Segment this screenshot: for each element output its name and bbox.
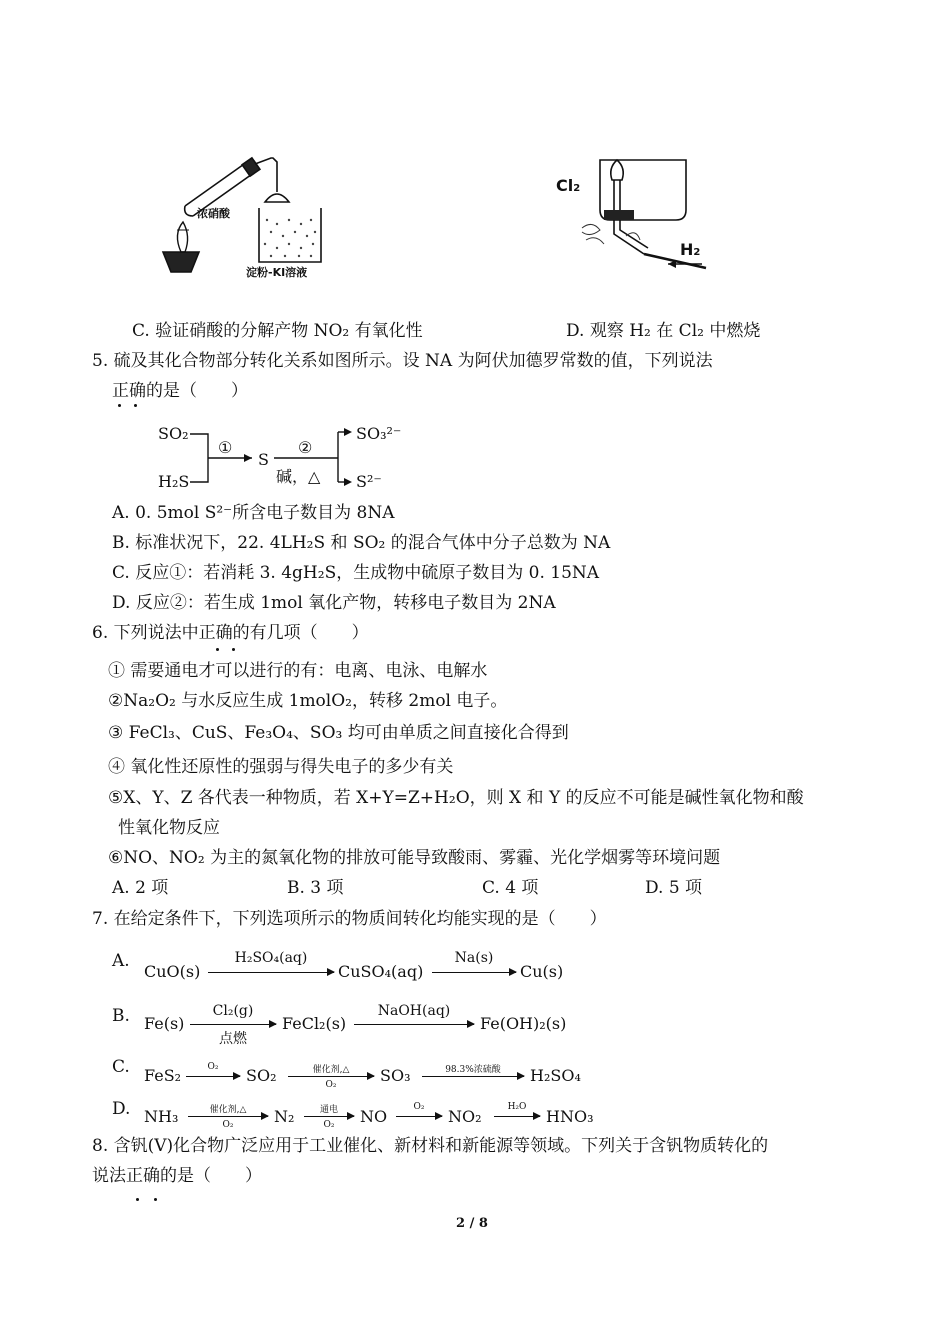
q6-item-2: ②Na₂O₂ 与水反应生成 1molO₂，转移 2mol 电子。 xyxy=(108,691,508,711)
q6-item-6: ⑥NO、NO₂ 为主的氮氧化物的排放可能导致酸雨、雾霾、光化学烟雾等环境问题 xyxy=(108,848,721,868)
emphasis-dot xyxy=(134,404,137,407)
scheme-h2s: H₂S xyxy=(158,472,190,491)
emphasis-dot xyxy=(118,404,121,407)
q7-d-s1: NH₃ xyxy=(144,1107,179,1126)
q7-c-c2b: O₂ xyxy=(325,1080,337,1090)
q7-a-arrow2 xyxy=(432,972,516,973)
q6-answer-d: D. 5 项 xyxy=(645,878,703,898)
q5-option-b: B. 标准状况下，22. 4LH₂S 和 SO₂ 的混合气体中分子总数为 NA xyxy=(112,533,611,553)
q7-c-s4: H₂SO₄ xyxy=(530,1066,581,1085)
q7-c-s2: SO₂ xyxy=(246,1066,277,1085)
q7-b-c1b: 点燃 xyxy=(219,1031,247,1047)
q7-d-s3: NO xyxy=(360,1107,388,1126)
scheme-so3: SO₃²⁻ xyxy=(356,424,402,443)
q7-stem: 7. 在给定条件下，下列选项所示的物质间转化均能实现的是（ ） xyxy=(92,909,607,929)
q7-d-c2: 通电 xyxy=(319,1105,338,1115)
q5-option-a: A. 0. 5mol S²⁻所含电子数目为 8NA xyxy=(112,503,395,523)
q5-scheme xyxy=(150,420,410,496)
q7-d-c3: O₂ xyxy=(413,1102,425,1112)
q7-d-arrow3 xyxy=(396,1116,442,1117)
q7-b-s3: Fe(OH)₂(s) xyxy=(480,1014,567,1033)
q7-d-arrow4 xyxy=(494,1116,540,1117)
emphasis-dot xyxy=(216,648,219,651)
scheme-r2: ② xyxy=(298,438,313,457)
q7-b-s2: FeCl₂(s) xyxy=(282,1014,347,1033)
q7-d-s5: HNO₃ xyxy=(546,1107,594,1126)
q7-a-c2: Na(s) xyxy=(454,950,494,966)
emphasis-dot xyxy=(232,648,235,651)
figure-label-nitric-acid: 浓硝酸 xyxy=(197,207,230,220)
q7-d-label: D. xyxy=(112,1099,131,1119)
q7-a-label: A. xyxy=(112,951,130,971)
q5-stem-line1: 5. 硫及其化合物部分转化关系如图所示。设 NA 为阿伏加德罗常数的值，下列说法 xyxy=(92,351,713,371)
q6-item-5: ⑤X、Y、Z 各代表一种物质，若 X+Y=Z+H₂O，则 X 和 Y 的反应不可能是碱性氧化物和酸 xyxy=(108,788,804,808)
q7-c-s3: SO₃ xyxy=(380,1066,411,1085)
q7-d-c1: 催化剂,△ xyxy=(209,1105,247,1115)
q6-answer-c: C. 4 项 xyxy=(482,878,539,898)
q7-d-c1b: O₂ xyxy=(222,1120,234,1130)
q7-b-arrow2 xyxy=(354,1024,474,1025)
q5-option-d: D. 反应②：若生成 1mol 氧化产物，转移电子数目为 2NA xyxy=(112,593,556,613)
q7-b-arrow1 xyxy=(190,1024,276,1025)
q6-item-1: ① 需要通电才可以进行的有：电离、电泳、电解水 xyxy=(108,661,488,681)
q5-option-c: C. 反应①：若消耗 3. 4gH₂S，生成物中硫原子数目为 0. 15NA xyxy=(112,563,600,583)
q7-c-c3: 98.3%浓硫酸 xyxy=(445,1065,501,1075)
q7-c-s1: FeS₂ xyxy=(144,1066,182,1085)
figure-h2-cl2-apparatus xyxy=(578,150,718,280)
scheme-so2: SO₂ xyxy=(158,424,189,443)
q7-a-s3: Cu(s) xyxy=(520,962,564,981)
q4-caption-c: C. 验证硝酸的分解产物 NO₂ 有氧化性 xyxy=(132,321,423,341)
figure-label-starch-ki: 淀粉-KI溶液 xyxy=(246,266,308,279)
q7-c-label: C. xyxy=(112,1057,130,1077)
q7-b-s1: Fe(s) xyxy=(144,1014,185,1033)
q7-d-arrow1 xyxy=(188,1116,268,1117)
q7-c-arrow2 xyxy=(288,1076,374,1077)
q4-caption-d: D. 观察 H₂ 在 Cl₂ 中燃烧 xyxy=(566,321,761,341)
q6-answer-a: A. 2 项 xyxy=(112,878,169,898)
q6-item-4: ④ 氧化性还原性的强弱与得失电子的多少有关 xyxy=(108,757,454,777)
q7-d-arrow2 xyxy=(304,1116,354,1117)
figure-label-cl2: Cl2 xyxy=(556,176,581,195)
q5-stem-line2: 正确的是（ ） xyxy=(112,381,248,401)
q7-b-c2: NaOH(aq) xyxy=(377,1003,451,1019)
q7-d-s4: NO₂ xyxy=(448,1107,482,1126)
q8-stem-line2: 说法正确的是（ ） xyxy=(92,1166,262,1186)
q7-d-c4: H₂O xyxy=(507,1102,527,1112)
q7-a-s1: CuO(s) xyxy=(144,962,201,981)
q6-stem: 6. 下列说法中正确的有几项（ ） xyxy=(92,623,369,643)
q7-b-label: B. xyxy=(112,1006,130,1026)
q7-d-s2: N₂ xyxy=(274,1107,295,1126)
q7-c-arrow1 xyxy=(186,1076,240,1077)
q6-item-5-cont: 性氧化物反应 xyxy=(118,818,220,838)
q7-a-c1: H₂SO₄(aq) xyxy=(234,950,308,966)
scheme-s2: S²⁻ xyxy=(356,472,382,491)
q7-c-c2: 催化剂,△ xyxy=(312,1065,350,1075)
scheme-r1: ① xyxy=(218,438,233,457)
q7-b-c1: Cl₂(g) xyxy=(212,1003,254,1019)
q7-d-c2b: O₂ xyxy=(323,1120,335,1130)
scheme-cond2: 碱，△ xyxy=(276,467,321,486)
q7-c-c1: O₂ xyxy=(207,1062,219,1072)
q7-c-arrow3 xyxy=(422,1076,524,1077)
emphasis-dot xyxy=(154,1198,157,1201)
q7-a-arrow1 xyxy=(208,972,334,973)
q8-stem-line1: 8. 含钒(V)化合物广泛应用于工业催化、新材料和新能源等领域。下列关于含钒物质转化的 xyxy=(92,1136,769,1156)
q6-answer-b: B. 3 项 xyxy=(287,878,344,898)
q7-a-s2: CuSO₄(aq) xyxy=(338,962,424,981)
figure-label-h2: H2 xyxy=(680,240,701,259)
q6-item-3: ③ FeCl₃、CuS、Fe₃O₄、SO₃ 均可由单质之间直接化合得到 xyxy=(108,723,569,743)
figure-nitric-acid-apparatus xyxy=(155,150,355,280)
emphasis-dot xyxy=(136,1198,139,1201)
scheme-s: S xyxy=(258,450,269,469)
page-number: 2 / 8 xyxy=(456,1216,488,1231)
